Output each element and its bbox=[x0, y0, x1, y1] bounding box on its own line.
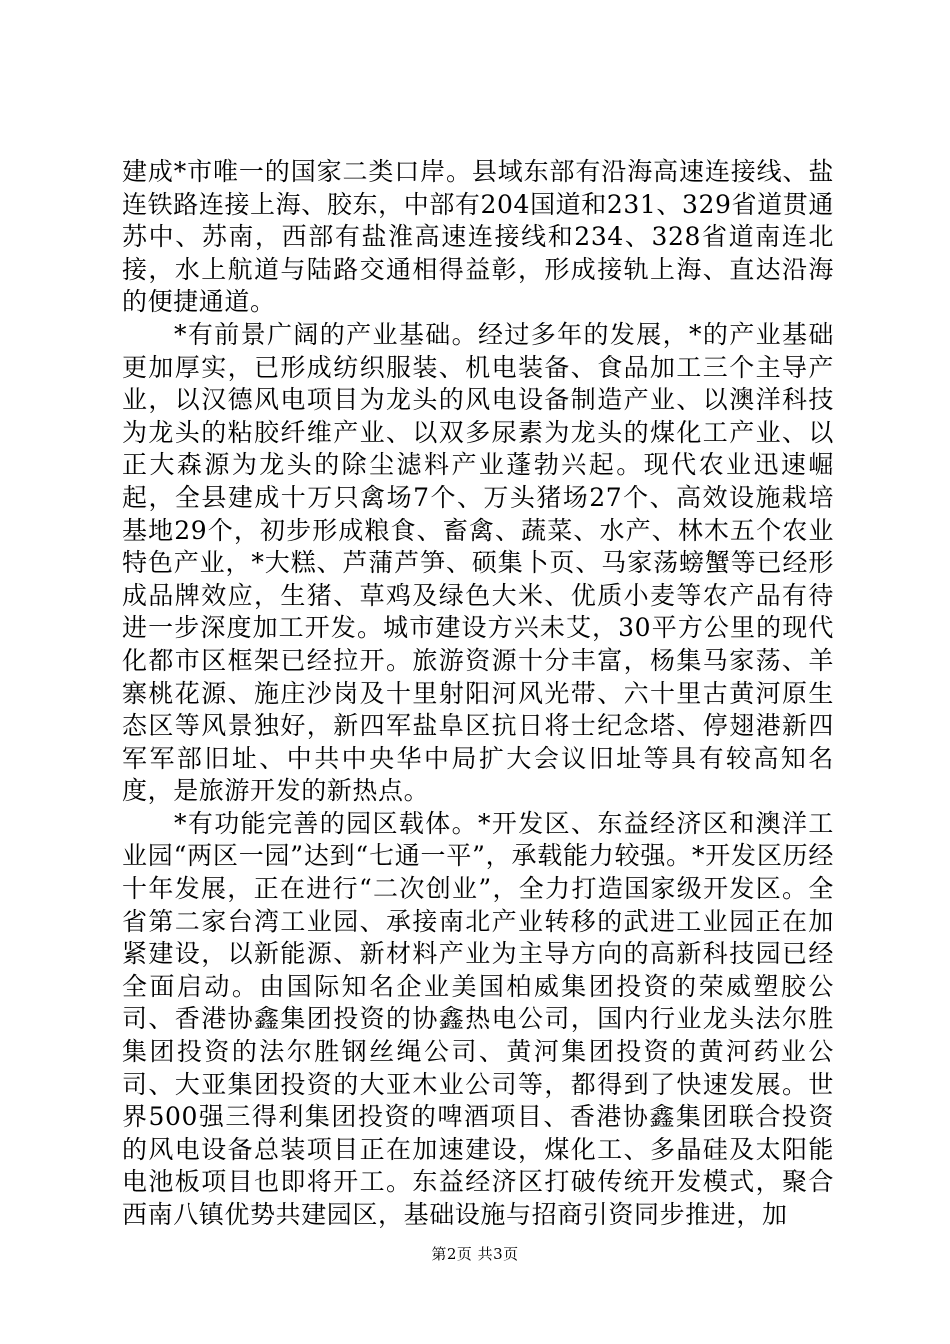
paragraph-transport: 建成*市唯一的国家二类口岸。县域东部有沿海高速连接线、盐连铁路连接上海、胶东，中部有204国道和231、329省道贯通苏中、苏南，西部有盐淮高速连接线和234、328省道南连北接，水上航道与陆路交通相得益彰，形成接轨上海、直达沿海的便捷通道。 bbox=[122, 157, 834, 317]
document-body bbox=[122, 156, 834, 1232]
page-footer: 第2页 共3页 bbox=[431, 1245, 519, 1263]
paragraph-industry-base: *有前景广阔的产业基础。经过多年的发展，*的产业基础更加厚实，已形成纺织服装、机电装备、食品加工三个主导产业，以汉德风电项目为龙头的风电设备制造产业、以澳洋科技为龙头的粘胶纤维产业、以双多尿素为龙头的煤化工产业、以正大森源为龙头的除尘滤料产业蓬勃兴起。现代农业迅速崛起，全县建成十万只禽场7个、万头猪场27个、高效设施栽培基地29个，初步形成粮食、畜禽、蔬菜、水产、林木五个农业特色产业，*大糕、芦蒲芦笋、硕集卜页、马家荡螃蟹等已经形成品牌效应，生猪、草鸡及绿色大米、优质小麦等农产品有待进一步深度加工开发。城市建设方兴未艾，30平方公里的现代化都市区框架已经拉开。旅游资源十分丰富，杨集马家荡、羊寨桃花源、施庄沙岗及十里射阳河风光带、六十里古黄河原生态区等风景独好，新四军盐阜区抗日将士纪念塔、停翅港新四军军部旧址、中共中央华中局扩大会议旧址等具有较高知名度，是旅游开发的新热点。 bbox=[122, 319, 834, 806]
paragraph-industrial-parks: *有功能完善的园区载体。*开发区、东益经济区和澳洋工业园“两区一园”达到“七通一平”，承载能力较强。*开发区历经十年发展，正在进行“二次创业”，全力打造国家级开发区。全省第二家台湾工业园、承接南北产业转移的武进工业园正在加紧建设，以新能源、新材料产业为主导方向的高新科技园已经全面启动。由国际知名企业美国柏威集团投资的荣威塑胶公司、香港协鑫集团投资的协鑫热电公司，国内行业龙头法尔胜集团投资的法尔胜钢丝绳公司、黄河集团投资的黄河药业公司、大亚集团投资的大亚木业公司等，都得到了快速发展。世界500强三得利集团投资的啤酒项目、香港协鑫集团联合投资的风电设备总装项目正在加速建设，煤化工、多晶硅及太阳能电池板项目也即将开工。东益经济区打破传统开发模式，聚合西南八镇优势共建园区，基础设施与招商引资同步推进，加 bbox=[122, 808, 834, 1229]
